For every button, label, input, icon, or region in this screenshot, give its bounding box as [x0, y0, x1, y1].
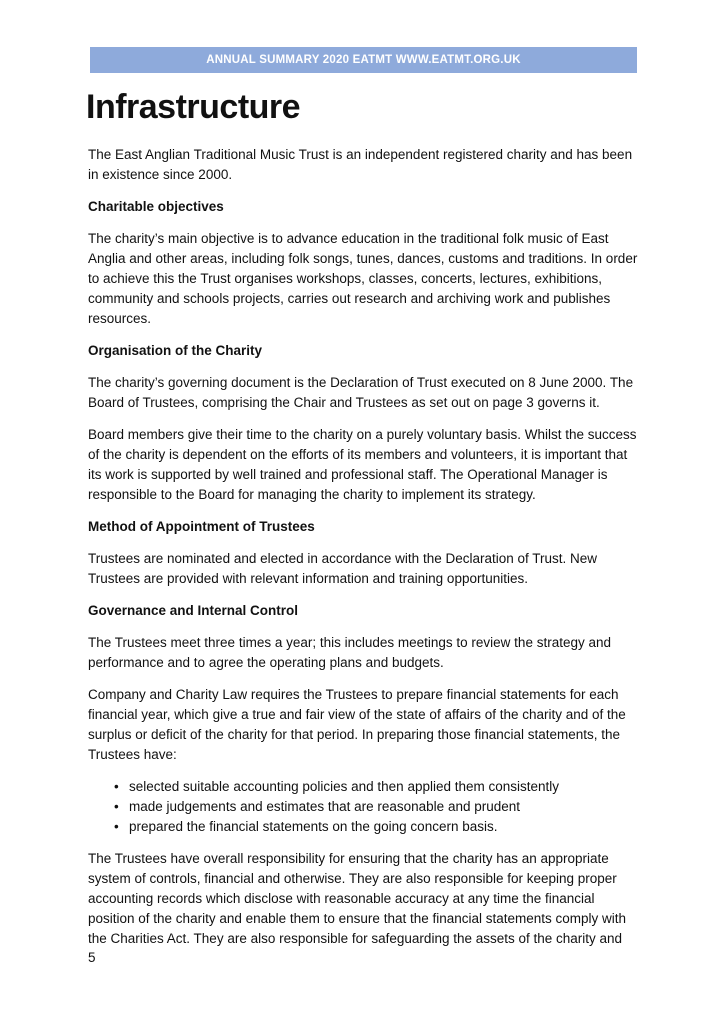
organisation-paragraph-2: Board members give their time to the charity on a purely voluntary basis. Whilst the success of the charity is dependent on the efforts of its members and volunteers, it is important that its work is supported by well trained and professional staff. The Operational Manager is responsible to the Board for managing the charity to implement its strategy. — [88, 427, 637, 502]
list-item — [88, 817, 640, 837]
governance-closing-paragraph: The Trustees have overall responsibility for ensuring that the charity has an appropriate system of controls, financial and otherwise. They are also responsible for keeping proper accounting records which disclose with reasonable accuracy at any time the financial position of the charity and enable them to ensure that the financial statements comply with the Charities Act. They are also responsible for safeguarding the assets of the charity and — [88, 851, 627, 946]
section-heading-organisation: Organisation of the Charity — [88, 343, 263, 358]
bullet-icon: • — [114, 799, 119, 814]
document-body — [88, 145, 640, 961]
intro-paragraph: The East Anglian Traditional Music Trust is an independent registered charity and has been in existence since 2000. — [88, 147, 633, 182]
section-heading-governance: Governance and Internal Control — [88, 603, 299, 618]
section-heading-objectives: Charitable objectives — [88, 199, 224, 214]
objectives-paragraph: The charity’s main objective is to advance education in the traditional folk music of East Anglia and other areas, including folk songs, tunes, dances, customs and traditions. In order to achieve this the Trust organises workshops, classes, concerts, lectures, exhibitions, community and schools projects, carries out research and archiving work and publishes resources. — [88, 231, 638, 326]
organisation-paragraph-1: The charity’s governing document is the Declaration of Trust executed on 8 June 2000. The Board of Trustees, comprising the Chair and Trustees as set out on page 3 governs it. — [88, 375, 634, 410]
list-item-text: selected suitable accounting policies and then applied them consistently — [129, 779, 560, 794]
bullet-icon: • — [114, 819, 119, 834]
appointment-paragraph: Trustees are nominated and elected in accordance with the Declaration of Trust. New Trustees are provided with relevant information and training opportunities. — [88, 551, 598, 586]
governance-paragraph-1: The Trustees meet three times a year; this includes meetings to review the strategy and performance and to agree the operating plans and budgets. — [88, 635, 611, 670]
page-number: 5 — [88, 950, 96, 965]
header-banner — [90, 47, 637, 73]
trustees-duties-list — [88, 777, 640, 837]
page-title: Infrastructure — [86, 88, 301, 126]
list-item — [88, 797, 640, 817]
list-item — [88, 777, 640, 797]
header-banner-text: ANNUAL SUMMARY 2020 EATMT WWW.EATMT.ORG.UK — [206, 54, 521, 66]
section-heading-appointment: Method of Appointment of Trustees — [88, 519, 315, 534]
bullet-icon: • — [114, 779, 119, 794]
list-item-text: prepared the financial statements on the going concern basis. — [129, 819, 498, 834]
governance-paragraph-2: Company and Charity Law requires the Trustees to prepare financial statements for each financial year, which give a true and fair view of the state of affairs of the charity and of the surplus or deficit of the charity for that period. In preparing those financial statements, the Trustees have: — [88, 687, 626, 762]
list-item-text: made judgements and estimates that are reasonable and prudent — [129, 799, 521, 814]
